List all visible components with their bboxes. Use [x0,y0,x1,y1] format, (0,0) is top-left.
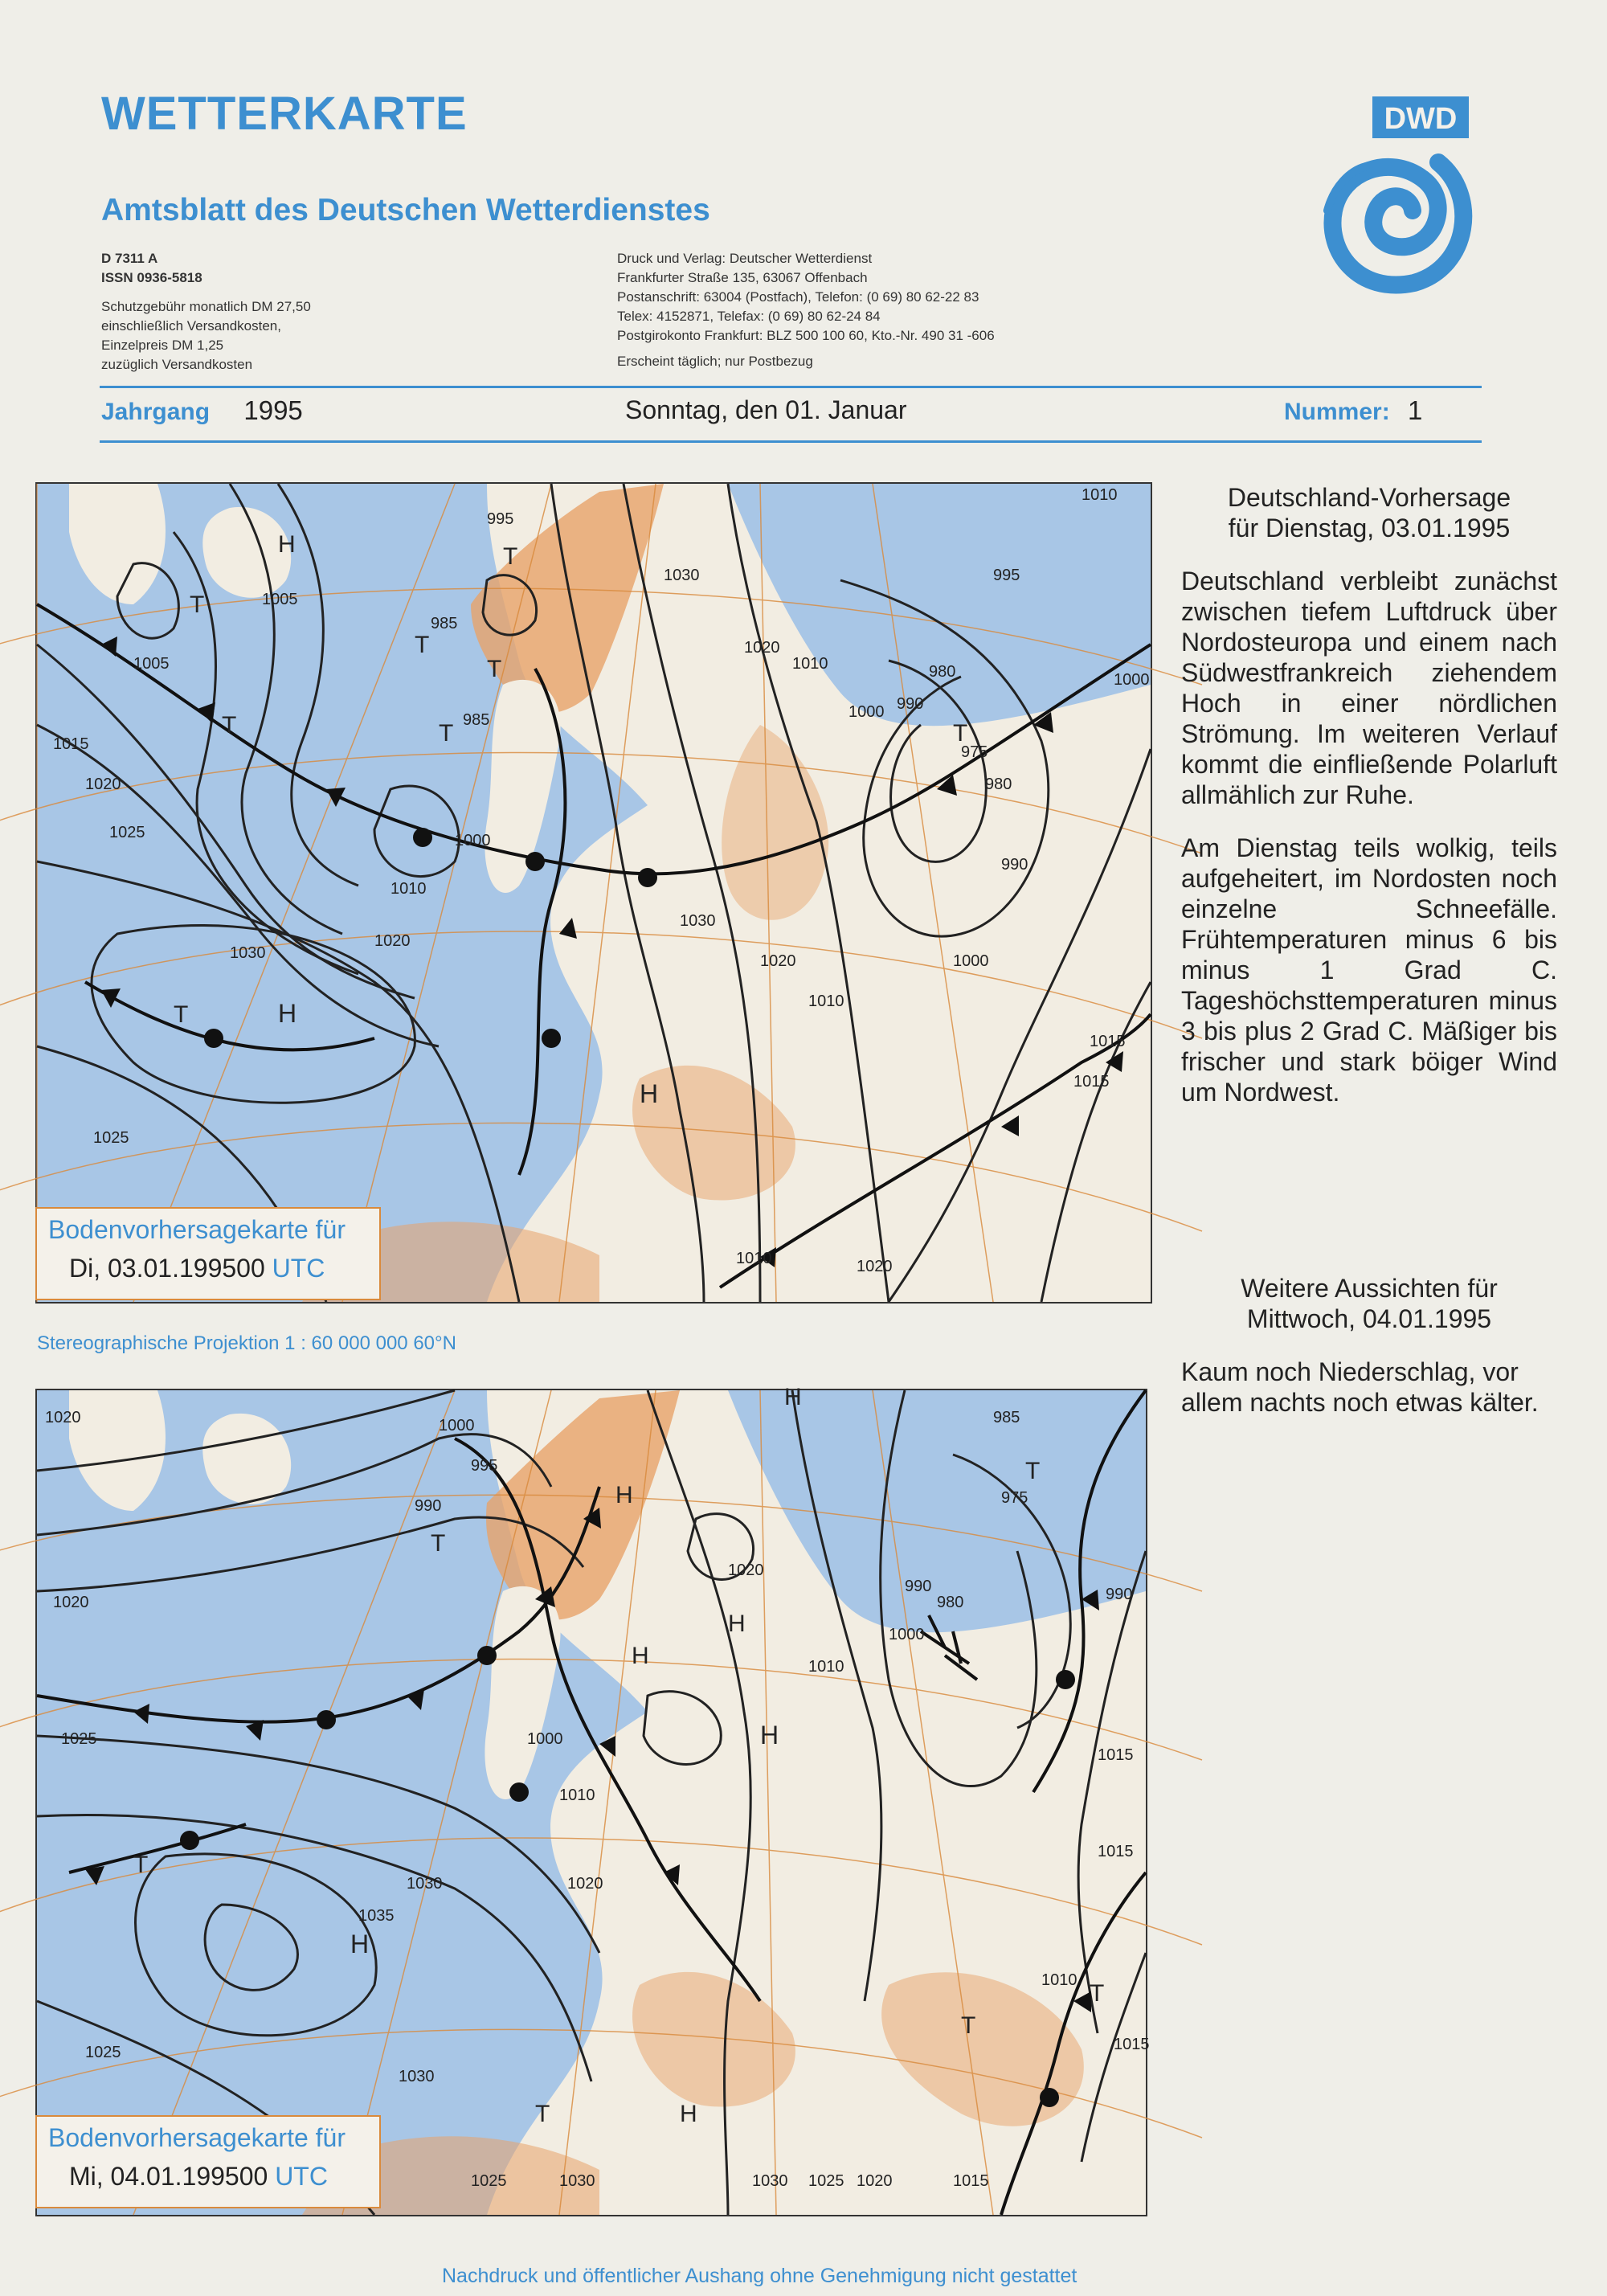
publisher-line: Postanschrift: 63004 (Postfach), Telefon: (0 69) 80 62-22 83 [617,289,979,305]
high-pressure-label: H [784,1384,802,1410]
publisher-line: Druck und Verlag: Deutscher Wetterdienst [617,251,873,266]
fee-line: Einzelpreis DM 1,25 [101,338,224,353]
isobar-label: 1030 [680,912,716,930]
isobar-label: 1015 [953,2172,989,2190]
isobar-label: 1025 [471,2172,507,2190]
nummer-label: Nummer: [1284,399,1390,425]
isobar-label: 1030 [559,2172,595,2190]
high-pressure-label: H [680,2101,697,2127]
isobar-label: 1020 [857,1258,893,1275]
isobar-label: 1015 [1098,1746,1134,1764]
low-pressure-label: T [190,591,205,618]
isobar-label: 1030 [230,944,266,962]
isobar-label: 1020 [760,952,796,970]
isobar-label: 980 [929,663,956,681]
issn-line: ISSN 0936-5818 [101,270,202,285]
isobar-label: 1010 [736,1250,772,1267]
isobar-label: 1015 [53,735,89,753]
isobar-label: 1015 [1073,1073,1110,1091]
nummer [1284,395,1422,426]
high-pressure-label: H [278,531,296,558]
low-pressure-label: T [1025,1458,1041,1484]
isobar-label: 1010 [1082,486,1118,504]
publisher-line: Postgirokonto Frankfurt: BLZ 500 100 60, Kto.-Nr. 490 31 -606 [617,328,995,343]
isobar-label: 980 [937,1594,964,1611]
publisher-line: Telex: 4152871, Telefax: (0 69) 80 62-24 84 [617,309,881,324]
high-pressure-label: H [760,1721,779,1750]
high-pressure-label: H [615,1482,633,1508]
low-pressure-label: T [487,656,502,682]
issn-line: D 7311 A [101,251,158,266]
projection-note: Stereographische Projektion 1 : 60 000 000 60°N [37,1332,456,1354]
caption-date [69,2162,328,2192]
issn-block [101,249,202,288]
fee-line: zuzüglich Versandkosten [101,357,253,372]
fee-block [101,297,311,374]
jahrgang [101,395,303,426]
masthead-subtitle: Amtsblatt des Deutschen Wetterdienstes [101,193,710,227]
map1-caption [35,1207,381,1300]
low-pressure-label: T [961,2012,976,2039]
isobar-label: 1000 [889,1626,925,1643]
low-pressure-label: T [133,1852,149,1878]
isobar-label: 1035 [358,1907,395,1925]
logo-text: DWD [1384,102,1458,136]
publisher-block [617,249,995,371]
fee-line: einschließlich Versandkosten, [101,318,281,334]
forecast-text: Am Dienstag teils wolkig, teils aufgeheitert, im Nordosten noch einzelne Schneefälle. Frühtemperaturen minus 6 bis minus 1 Grad C. Tageshöchsttemperaturen minus 3 bis plus 2 Grad C. Mäßiger bis frischer und stark böiger Wind um Nordwest. [1181,833,1557,1107]
isobar-label: 1000 [527,1730,563,1748]
isobar-label: 1025 [109,824,145,841]
isobar-label: 1020 [744,639,780,657]
outlook-wednesday [1181,1273,1557,1418]
isobar-label: 995 [471,1457,498,1475]
isobar-label: 985 [463,711,490,729]
publisher-line: Frankfurter Straße 135, 63067 Offenbach [617,270,868,285]
outlook-text: Kaum noch Niederschlag, vor allem nachts noch etwas kälter. [1181,1357,1539,1417]
isobar-label: 995 [487,510,514,528]
high-pressure-label: H [728,1610,746,1637]
caption-utc: UTC [275,2162,328,2191]
isobar-label: 1005 [262,591,298,608]
isobar-label: 1000 [455,832,491,849]
isobar-label: 1010 [559,1786,595,1804]
isobar-label: 1025 [61,1730,97,1748]
isobar-label: 985 [431,615,458,632]
low-pressure-label: T [174,1001,189,1028]
isobar-label: 1015 [1098,1843,1134,1860]
isobar-label: 1010 [391,880,427,898]
isobar-label: 985 [993,1409,1020,1426]
forecast-text: Deutschland verbleibt zunächst zwischen tiefem Luftdruck über Nordosteuropa und einem nach Südwestfrankreich ziehendem Hoch in einer nördlichen Strömung. Im weiteren Verlauf kommt die einfließende Polarluft allmählich zur Ruhe. [1181,567,1557,809]
map-drawing [37,484,1151,1302]
low-pressure-label: T [1090,1980,1105,2007]
caption-title: Bodenvorhersagekarte für [48,2123,346,2152]
isobar-label: 1005 [133,655,170,673]
forecast-map-tuesday [35,482,1152,1304]
isobar-label: 1010 [1041,1971,1077,1989]
low-pressure-label: T [535,2101,550,2127]
isobar-label: 1015 [1090,1033,1126,1050]
map-drawing [37,1384,1150,2215]
high-pressure-label: H [278,999,297,1028]
caption-title: Bodenvorhersagekarte für [48,1215,346,1244]
isobar-label: 1020 [857,2172,893,2190]
isobar-label: 975 [961,743,988,761]
isobar-label: 975 [1001,1489,1028,1507]
isobar-label: 990 [905,1578,932,1595]
isobar-label: 1000 [953,952,989,970]
isobar-label: 1025 [93,1129,129,1147]
low-pressure-label: T [953,720,968,747]
isobar-label: 990 [897,695,924,713]
isobar-label: 1020 [728,1561,764,1579]
caption-date [69,1254,325,1283]
outlook-heading: Weitere Aussichten für [1241,1274,1498,1303]
isobar-label: 1030 [752,2172,788,2190]
isobar-label: 990 [1001,856,1028,874]
caption-hour: 00 [236,1254,265,1283]
low-pressure-label: T [415,632,430,658]
forecast-heading: für Dienstag, 03.01.1995 [1228,514,1511,542]
forecast-germany [1181,482,1557,1107]
low-pressure-label: T [503,543,518,570]
isobar-label: 1010 [792,655,828,673]
publisher-line: Erscheint täglich; nur Postbezug [617,354,813,369]
isobar-label: 1025 [85,2044,121,2061]
issue-date: Sonntag, den 01. Januar [625,395,907,424]
isobar-label: 1020 [374,932,411,950]
isobar-label: 1030 [399,2068,435,2085]
isobar-label: 1010 [808,1658,844,1676]
jahrgang-label: Jahrgang [101,399,211,425]
isobar-label: 1030 [664,567,700,584]
caption-date-text: Di, 03.01.1995 [69,1254,237,1283]
isobar-label: 1020 [567,1875,603,1893]
isobar-label: 990 [415,1497,442,1515]
nummer-value: 1 [1408,395,1423,425]
outlook-heading: Mittwoch, 04.01.1995 [1246,1304,1492,1333]
isobar-label: 1015 [1114,2036,1150,2053]
high-pressure-label: H [632,1643,649,1669]
copyright-note: Nachdruck und öffentlicher Aushang ohne Genehmigung nicht gestattet [442,2265,1077,2287]
low-pressure-label: T [222,712,237,739]
isobar-label: 1020 [53,1594,89,1611]
isobar-label: 1000 [1114,671,1150,689]
isobar-label: 1030 [407,1875,443,1893]
isobar-label: 990 [1106,1586,1133,1603]
jahrgang-value: 1995 [243,395,303,425]
forecast-heading: Deutschland-Vorhersage [1227,483,1511,512]
isobar-label: 1000 [439,1417,475,1434]
high-pressure-label: H [350,1930,370,1958]
low-pressure-label: T [439,720,454,747]
masthead-title: WETTERKARTE [101,88,468,140]
caption-utc: UTC [272,1254,325,1283]
header-rule-top [100,386,1482,388]
caption-date-text: Mi, 04.01.1995 [69,2162,239,2191]
isobar-label: 1020 [45,1409,81,1426]
isobar-label: 1000 [848,703,885,721]
isobar-label: 1010 [808,992,844,1010]
low-pressure-label: T [431,1530,446,1557]
isobar-label: 980 [985,776,1012,793]
header-rule-bottom [100,440,1482,443]
high-pressure-label: H [640,1079,659,1108]
isobar-label: 995 [993,567,1020,584]
fee-line: Schutzgebühr monatlich DM 27,50 [101,299,311,314]
forecast-map-wednesday [35,1384,1150,2216]
dwd-logo [1318,90,1478,307]
map2-caption [35,2115,381,2208]
isobar-label: 1025 [808,2172,844,2190]
isobar-label: 1020 [85,776,121,793]
caption-hour: 00 [239,2162,268,2191]
